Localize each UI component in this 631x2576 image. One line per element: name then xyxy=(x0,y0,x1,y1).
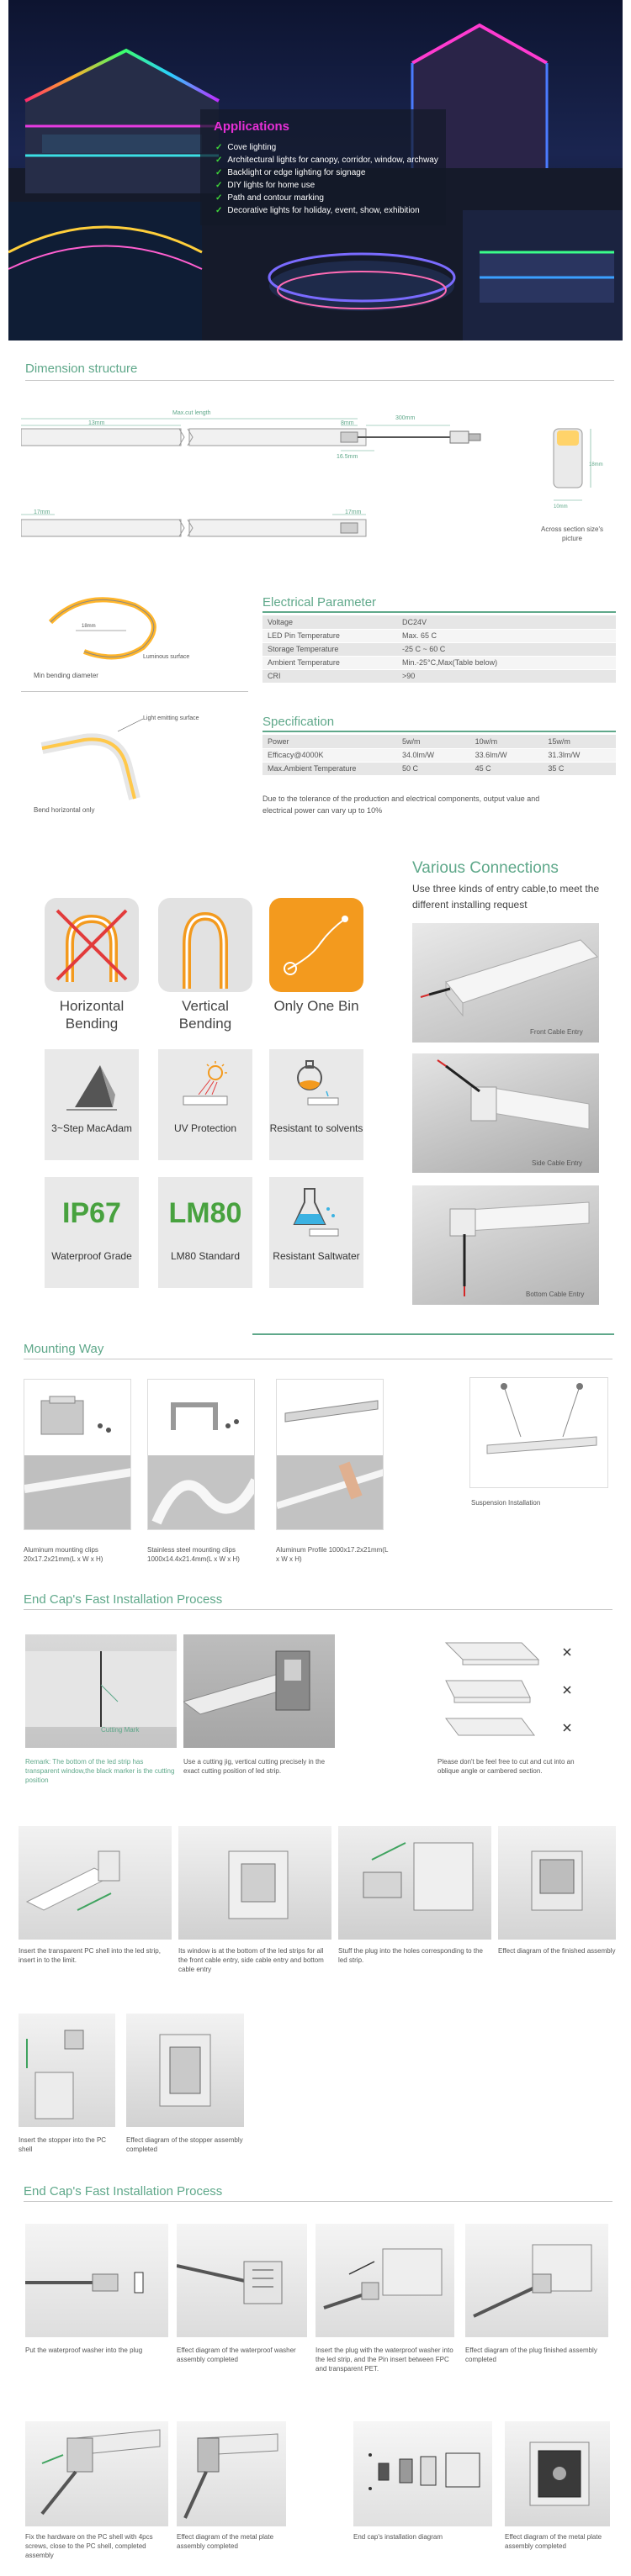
step-photo xyxy=(19,1826,172,1940)
step-photo xyxy=(126,2014,244,2127)
step-text: Effect diagram of the metal plate assembly completed xyxy=(505,2533,602,2550)
aluminum-clip-photo xyxy=(24,1379,131,1530)
flask-icon xyxy=(291,1059,342,1111)
step-photo xyxy=(316,2224,454,2337)
dim-label: 300mm xyxy=(395,415,416,421)
divider xyxy=(262,731,616,732)
feature-macadam: 3~Step MacAdam xyxy=(45,1049,139,1160)
oblique-warning-drawing xyxy=(437,1634,589,1744)
horizontal-bending-icon xyxy=(45,898,139,992)
specification-table xyxy=(262,735,616,776)
front-cable-photo xyxy=(412,923,599,1043)
beaker-icon xyxy=(291,1185,342,1239)
divider xyxy=(262,611,616,613)
dim-label: 17mm xyxy=(345,509,362,515)
feature-one-bin: Only One Bin xyxy=(269,898,363,1015)
applications-title: Applications xyxy=(214,119,290,134)
dim-label: 8mm xyxy=(341,420,354,426)
front-cable-caption: Front Cable Entry xyxy=(530,1028,583,1036)
step-text: Fix the hardware on the PC shell with 4pcs screws, close to the PC shell, completed assembly xyxy=(25,2533,153,2559)
step-text: Put the waterproof washer into the plug xyxy=(25,2346,143,2354)
aluminum-profile-photo xyxy=(276,1379,384,1530)
table-row: CRI >90 xyxy=(262,669,616,683)
table-row: Voltage DC24V xyxy=(262,615,616,629)
step-text: Insert the transparent PC shell into the led strip, insert in to the limit. xyxy=(19,1947,161,1964)
section-caption: Across section size's picture xyxy=(541,525,603,542)
endcap2-title: End Cap's Fast Installation Process xyxy=(24,2184,223,2199)
suspension-photo xyxy=(469,1377,608,1488)
sun-icon xyxy=(180,1059,231,1111)
divider xyxy=(21,691,248,692)
check-icon: ✓ xyxy=(215,206,223,215)
macadam-icon xyxy=(66,1061,117,1111)
step-photo xyxy=(177,2224,307,2337)
table-row: Power 5w/m 10w/m 15w/m xyxy=(262,735,616,748)
lm80-badge: LM80 xyxy=(168,1197,242,1229)
step-text: Its window is at the bottom of the led strips for all the front cable entry, side cable entry and bottom cable entry xyxy=(178,1947,324,1973)
feature-solvents: Resistant to solvents xyxy=(269,1049,363,1160)
step-text: Effect diagram of the metal plate assembly completed xyxy=(177,2533,274,2550)
feature-saltwater: Resistant Saltwater xyxy=(269,1177,363,1288)
light-emitting-label: Light emitting surface xyxy=(143,715,199,721)
cutting-jig-photo xyxy=(183,1634,335,1748)
step-text: Effect diagram of the plug finished assembly completed xyxy=(465,2346,597,2363)
min-bend-label: Min bending diameter xyxy=(34,672,98,679)
step-photo xyxy=(498,1826,616,1940)
dim-label: 17mm xyxy=(34,509,50,515)
step-photo xyxy=(25,2224,168,2337)
step-photo xyxy=(25,2421,168,2526)
side-cable-caption: Side Cable Entry xyxy=(532,1159,583,1167)
side-cable-photo xyxy=(412,1053,599,1173)
feature-lm80: LM80 LM80 Standard xyxy=(158,1177,252,1288)
step-photo xyxy=(177,2421,286,2526)
step-photo xyxy=(353,2421,492,2526)
vertical-bending-icon xyxy=(158,898,252,992)
check-icon: ✓ xyxy=(215,143,223,152)
step-jig-text: Use a cutting jig, vertical cutting precisely in the exact cutting position of led strip. xyxy=(183,1758,326,1775)
step-photo xyxy=(338,1826,491,1940)
remark-text: Remark: The bottom of the led strip has transparent window,the black marker is the cutting position xyxy=(25,1758,175,1784)
check-icon: ✓ xyxy=(215,168,223,177)
bend-dia-label: 18mm xyxy=(82,624,96,629)
mounting-title: Mounting Way xyxy=(24,1342,104,1356)
bottom-cable-photo xyxy=(412,1185,599,1305)
dimension-title: Dimension structure xyxy=(25,362,138,376)
feature-vertical: Vertical Bending xyxy=(158,898,252,1032)
application-item: ✓ DIY lights for home use xyxy=(215,181,316,190)
steel-clip-photo xyxy=(147,1379,255,1530)
bottom-cable-caption: Bottom Cable Entry xyxy=(526,1291,585,1298)
divider xyxy=(25,380,614,381)
step-text: End cap's installation diagram xyxy=(353,2533,443,2541)
max-cut-label: Max.cut length xyxy=(172,410,211,416)
table-row: Max.Ambient Temperature 50 C 45 C 35 C xyxy=(262,762,616,775)
luminous-label: Luminous surface xyxy=(143,654,190,660)
mounting-caption: Aluminum Profile 1000x17.2x21mm(L x W x H) xyxy=(276,1546,389,1563)
cutting-mark-label: Cutting Mark xyxy=(101,1726,140,1734)
feature-horizontal: Horizontal Bending xyxy=(45,898,139,1032)
step-photo xyxy=(505,2421,610,2526)
check-icon: ✓ xyxy=(215,193,223,203)
dim-label: 13mm xyxy=(88,420,105,426)
step-text: Effect diagram of the finished assembly xyxy=(498,1947,616,1955)
check-icon: ✓ xyxy=(215,181,223,190)
divider xyxy=(252,1333,614,1335)
mounting-caption: Suspension Installation xyxy=(471,1499,541,1507)
step-photo xyxy=(178,1826,331,1940)
divider xyxy=(24,2201,612,2202)
step-text: Effect diagram of the waterproof washer assembly completed xyxy=(177,2346,296,2363)
application-item: ✓ Decorative lights for holiday, event, show, exhibition xyxy=(215,206,420,215)
application-item: ✓ Path and contour marking xyxy=(215,193,324,203)
horizontal-bend-drawing xyxy=(34,715,202,807)
connections-title: Various Connections xyxy=(412,859,559,877)
mounting-caption: Stainless steel mounting clips 1000x14.4x21.4mm(L x W x H) xyxy=(147,1546,240,1563)
mounting-caption: Aluminum mounting clips 20x17.2x21mm(L x W x H) xyxy=(24,1546,103,1563)
table-row: LED Pin Temperature Max. 65 C xyxy=(262,629,616,642)
feature-ip67: IP67 Waterproof Grade xyxy=(45,1177,139,1288)
electrical-table xyxy=(262,615,616,684)
step-text: Effect diagram of the stopper assembly completed xyxy=(126,2136,243,2153)
bend-horizontal-label: Bend horizontal only xyxy=(34,806,95,814)
dim-label: 10mm xyxy=(554,504,568,509)
step-no-oblique-text: Please don't be feel free to cut and cut into an oblique angle or cambered section. xyxy=(437,1758,575,1775)
application-item: ✓ Architectural lights for canopy, corridor, window, archway xyxy=(215,156,438,165)
table-row: Storage Temperature -25 C ~ 60 C xyxy=(262,642,616,656)
applications-panel xyxy=(200,109,446,225)
step-text: Insert the plug with the waterproof washer into the led strip, and the Pin insert between FPC and transparent PET. xyxy=(316,2346,453,2373)
electrical-title: Electrical Parameter xyxy=(262,595,377,610)
ip67-badge: IP67 xyxy=(62,1197,121,1229)
check-icon: ✓ xyxy=(215,156,223,165)
specification-note: Due to the tolerance of the production and electrical components, output value and electrical power can vary up to 10% xyxy=(262,794,540,815)
table-row: Efficacy@4000K 34.0lm/W 33.6lm/W 31.3lm/W xyxy=(262,748,616,762)
divider xyxy=(24,1609,612,1610)
step-photo xyxy=(465,2224,608,2337)
step-photo xyxy=(19,2014,115,2127)
step-text: Stuff the plug into the holes corresponding to the led strip. xyxy=(338,1947,483,1964)
connections-subtitle: Use three kinds of entry cable,to meet the different installing request xyxy=(412,883,600,911)
dim-label: 18mm xyxy=(589,462,603,467)
table-row: Ambient Temperature Min.-25°C,Max(Table below) xyxy=(262,656,616,669)
one-bin-icon xyxy=(269,898,363,992)
application-item: ✓ Cove lighting xyxy=(215,143,277,152)
step-text: Insert the stopper into the PC shell xyxy=(19,2136,107,2153)
application-item: ✓ Backlight or edge lighting for signage xyxy=(215,168,366,177)
dim-label: 16.5mm xyxy=(337,454,358,460)
specification-title: Specification xyxy=(262,715,335,729)
endcap1-title: End Cap's Fast Installation Process xyxy=(24,1592,223,1607)
feature-uv: UV Protection xyxy=(158,1049,252,1160)
